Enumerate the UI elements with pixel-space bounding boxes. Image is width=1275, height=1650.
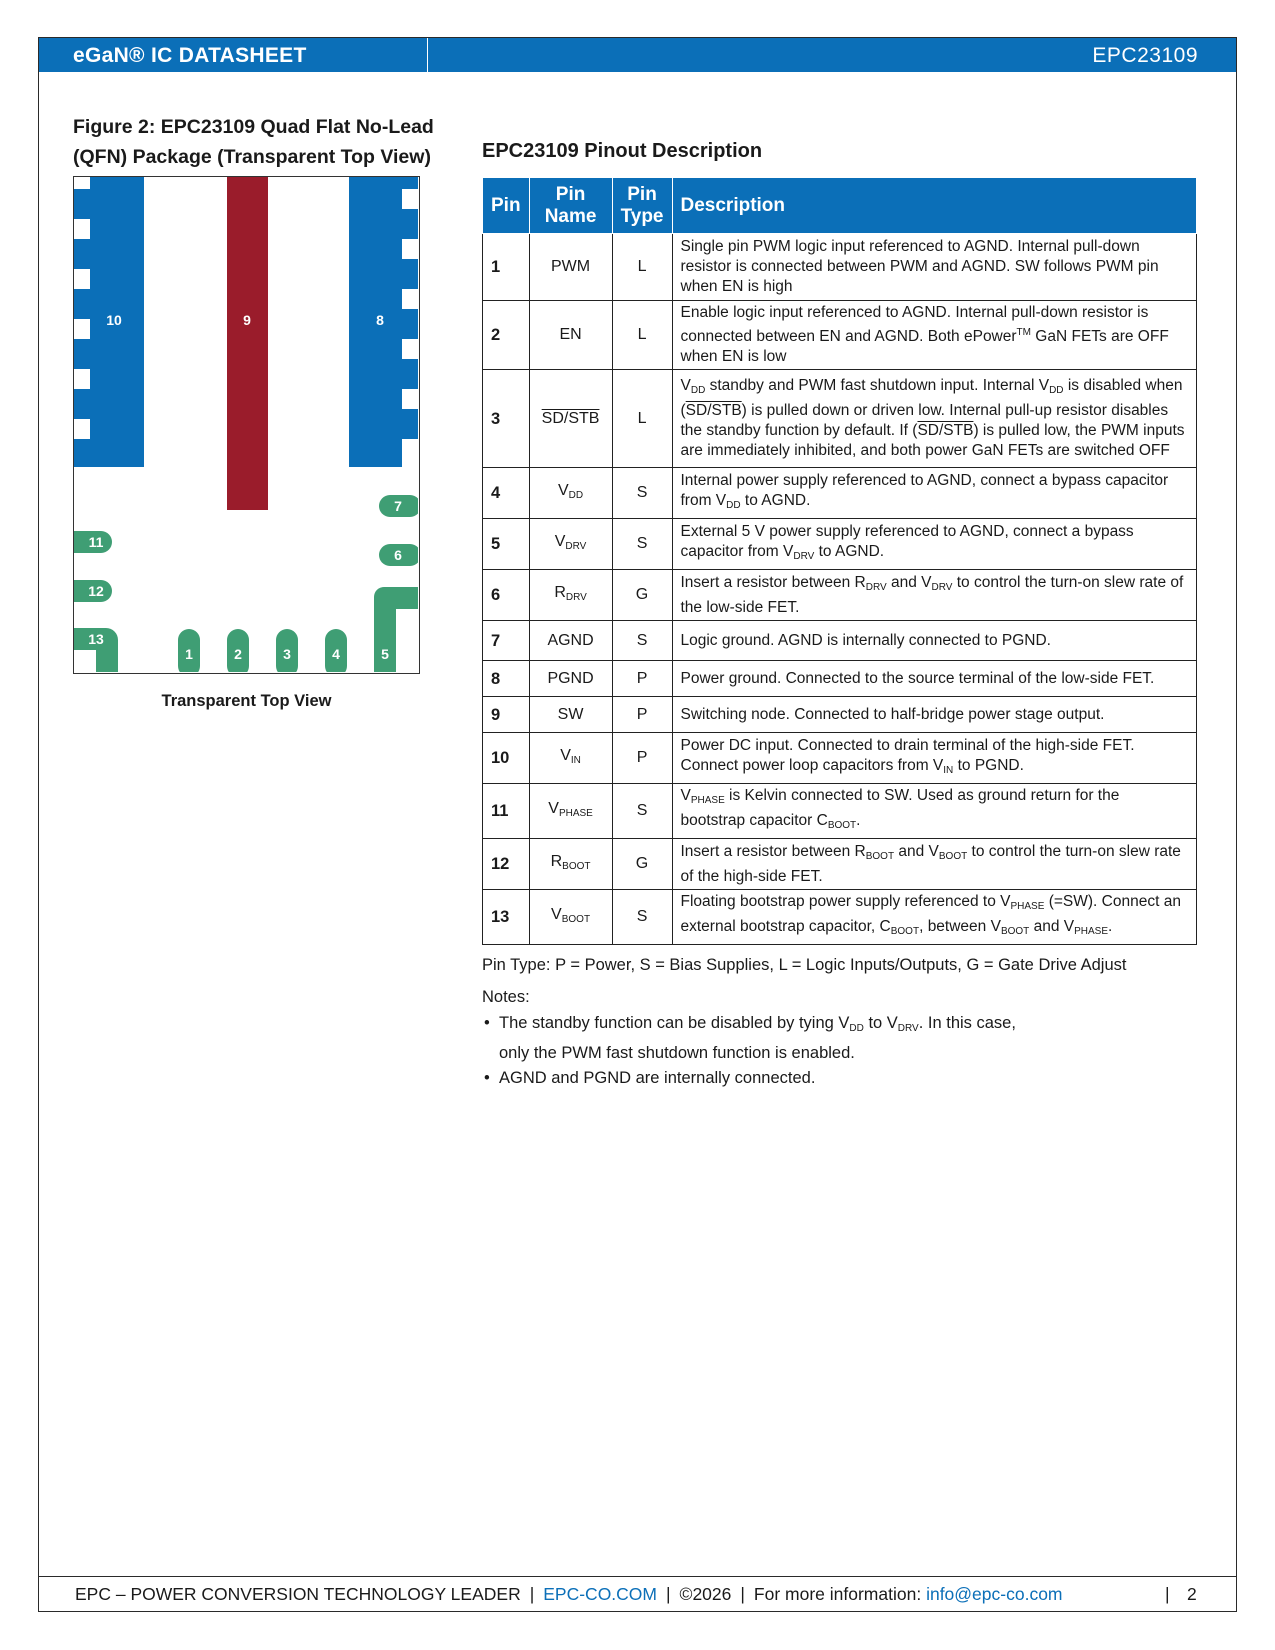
table-row (483, 784, 1197, 839)
table-row (483, 468, 1197, 519)
table-header-row (483, 178, 1197, 234)
pad-label: 13 (88, 631, 104, 647)
header-bar (39, 38, 1236, 72)
pin-number: 3 (483, 370, 530, 468)
pin-description: $V_{DD}$ standby and PWM fast shutdown input. Internal $V_{DD}$ is disabled when (SD/STB) is pulled down or driven low. Internal pull-up resistor disables the standby function by default. If (SD/STB) is pulled low, the PWM inputs are immediately inhibited, and both power GaN FETs are switched OFF (672, 370, 1197, 468)
pin-name: $R_{DRV}$ (529, 570, 612, 621)
table-row (483, 519, 1197, 570)
pin-description: Single pin PWM logic input referenced to AGND. Internal pull-down resistor is connected between PWM and AGND. SW follows PWM pin when EN is high (672, 234, 1197, 301)
pad-label: 8 (376, 312, 384, 328)
figure-caption: Transparent Top View (161, 692, 332, 710)
pad-label: 11 (88, 534, 104, 550)
footer-page-separator: | (1165, 1584, 1170, 1604)
pin-type: L (612, 370, 672, 468)
pin-description: Insert a resistor between $R_{BOOT}$ and $V_{BOOT}$ to control the turn-on slew rate of the high-side FET. (672, 839, 1197, 890)
table-row (483, 661, 1197, 697)
pad-label: 2 (234, 646, 242, 662)
pin-description: Internal power supply referenced to AGND, connect a bypass capacitor from $V_{DD}$ to AGND. (672, 468, 1197, 519)
pin-description: Logic ground. AGND is internally connected to PGND. (672, 621, 1197, 661)
pin-number: 9 (483, 697, 530, 733)
pin-type: L (612, 234, 672, 301)
pin-description: Power ground. Connected to the source terminal of the low-side FET. (672, 661, 1197, 697)
pin-description: External 5 V power supply referenced to AGND, connect a bypass capacitor from $V_{DRV}$ to AGND. (672, 519, 1197, 570)
pin-name: $R_{BOOT}$ (529, 839, 612, 890)
pin-description: Insert a resistor between $R_{DRV}$ and $V_{DRV}$ to control the turn-on slew rate of the low-side FET. (672, 570, 1197, 621)
header-pin-name: Pin Name (529, 178, 612, 234)
table-row (483, 570, 1197, 621)
pin-number: 6 (483, 570, 530, 621)
pin-number: 5 (483, 519, 530, 570)
pin-name: PWM (529, 234, 612, 301)
header-pin-type: Pin Type (612, 178, 672, 234)
pad-label: 5 (381, 646, 389, 662)
pin-type: S (612, 784, 672, 839)
table-row (483, 234, 1197, 301)
notes-title: Notes: (482, 988, 530, 1006)
pin-type: G (612, 839, 672, 890)
pin-name: SW (529, 697, 612, 733)
pin-type: G (612, 570, 672, 621)
pinout-table (482, 177, 1197, 945)
footer-more-info: For more information: (753, 1584, 922, 1604)
package-diagram (73, 176, 420, 674)
pinout-title: EPC23109 Pinout Description (482, 140, 763, 162)
table-row (483, 733, 1197, 784)
table-row (483, 839, 1197, 890)
table-row (483, 621, 1197, 661)
pad-label: 3 (283, 646, 291, 662)
table-row (483, 301, 1197, 370)
pin-number: 2 (483, 301, 530, 370)
footer-email-link[interactable]: info@epc-co.com (926, 1584, 1063, 1604)
pin-number: 7 (483, 621, 530, 661)
pin-type: S (612, 890, 672, 945)
pin-type: S (612, 621, 672, 661)
pad-label: 7 (394, 498, 402, 514)
pin-type-legend: Pin Type: P = Power, S = Bias Supplies, L = Logic Inputs/Outputs, G = Gate Drive Adjust (482, 956, 1127, 974)
figure-title: Figure 2: EPC23109 Quad Flat No-Lead (QFN) Package (Transparent Top View) (73, 116, 434, 168)
pad-label: 4 (332, 646, 340, 662)
notes-list (482, 1011, 1042, 1091)
pin-name: $V_{BOOT}$ (529, 890, 612, 945)
pin-number: 4 (483, 468, 530, 519)
pin-number: 12 (483, 839, 530, 890)
pin-number: 8 (483, 661, 530, 697)
pin-description: Enable logic input referenced to AGND. Internal pull-down resistor is connected between EN and AGND. Both ePower™ GaN FETs are OFF when EN is low (672, 301, 1197, 370)
footer: EPC – POWER CONVERSION TECHNOLOGY LEADER | EPC-CO.COM | ©2026 | For more information: info@epc-co.com (75, 1584, 1063, 1604)
header-pin: Pin (483, 178, 530, 234)
table-row (483, 370, 1197, 468)
pin-number: 11 (483, 784, 530, 839)
pin-description: Switching node. Connected to half-bridge power stage output. (672, 697, 1197, 733)
pin-name: AGND (529, 621, 612, 661)
pin-description: $V_{PHASE}$ is Kelvin connected to SW. Used as ground return for the bootstrap capacitor $C_{BOOT}$. (672, 784, 1197, 839)
pin-description: Floating bootstrap power supply referenced to $V_{PHASE}$ (=SW). Connect an external bootstrap capacitor, $C_{BOOT}$, between $V_{BOOT}$ and $V_{PHASE}$. (672, 890, 1197, 945)
datasheet-type: eGaN® IC DATASHEET (73, 44, 307, 67)
pin-type: S (612, 468, 672, 519)
pad-9 (227, 177, 268, 510)
pad-label: 1 (185, 646, 193, 662)
pin-number: 10 (483, 733, 530, 784)
page-number: 2 (1187, 1584, 1197, 1604)
table-row (483, 697, 1197, 733)
pin-number: 13 (483, 890, 530, 945)
pin-name: SD/STB (529, 370, 612, 468)
pin-type: S (612, 519, 672, 570)
header-description: Description (672, 178, 1197, 234)
pin-type: P (612, 697, 672, 733)
pin-type: P (612, 733, 672, 784)
note-item: • AGND and PGND are internally connected. (482, 1066, 1042, 1091)
pin-type: L (612, 301, 672, 370)
footer-company: EPC – POWER CONVERSION TECHNOLOGY LEADER (75, 1584, 521, 1604)
header-divider (427, 38, 428, 72)
pin-name: $V_{DRV}$ (529, 519, 612, 570)
footer-website-link[interactable]: EPC-CO.COM (543, 1584, 657, 1604)
table-row (483, 890, 1197, 945)
pin-description: Power DC input. Connected to drain terminal of the high-side FET. Connect power loop capacitors from $V_{IN}$ to PGND. (672, 733, 1197, 784)
pad-label: 9 (243, 312, 251, 328)
footer-divider (39, 1576, 1236, 1577)
part-number: EPC23109 (1092, 44, 1198, 67)
note-item: • The standby function can be disabled by tying $V_{DD}$ to $V_{DRV}$. In this case, only the PWM fast shutdown function is enabled. (482, 1011, 1042, 1066)
pin-name: $V_{IN}$ (529, 733, 612, 784)
pad-label: 10 (106, 312, 122, 328)
pad-label: 12 (88, 583, 104, 599)
pin-name: $V_{PHASE}$ (529, 784, 612, 839)
pin-name: PGND (529, 661, 612, 697)
pad-label: 6 (394, 547, 402, 563)
pin-name: $V_{DD}$ (529, 468, 612, 519)
pin-number: 1 (483, 234, 530, 301)
pin-name: EN (529, 301, 612, 370)
footer-copyright: ©2026 (679, 1584, 732, 1604)
pin-type: P (612, 661, 672, 697)
